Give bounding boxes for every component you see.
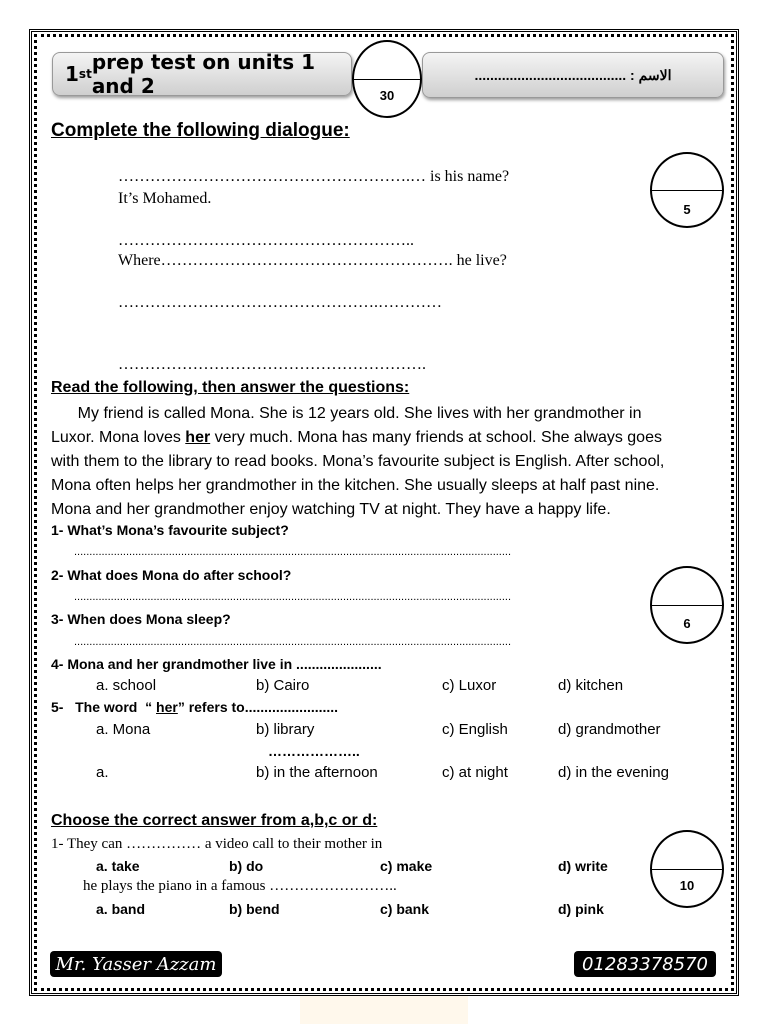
answer-line-2[interactable]: ............................................................................................................................................... [74,591,512,603]
phone-number: 01283378570 [582,953,708,975]
q4-option-d[interactable]: d) kitchen [558,677,624,694]
total-score: 30 [379,88,395,103]
passage-line: with them to the library to read books. Mona’s favourite subject is English. After school, [51,453,665,470]
page-tail [300,996,468,1024]
choose-score-circle [650,830,724,908]
choose-q1-option-c[interactable]: c) make [380,858,433,874]
answer-line-3[interactable]: ............................................................................................................................................... [74,636,512,648]
choose-q2-option-c[interactable]: c) bank [380,901,430,917]
q4-option-a[interactable]: a. school [96,677,157,694]
name-label: ....................................... : الاسم [474,66,672,83]
passage-underlined-word: her [185,429,211,446]
reading-score: 6 [683,616,691,631]
score-divider [652,190,722,191]
score-divider [354,79,420,80]
dialogue-score: 5 [683,202,691,217]
title-text: prep test on units 1 and 2 [91,50,316,98]
reading-question-5 [51,699,338,715]
choose-question-2: he plays the piano in a famous …………………….. [83,878,397,894]
reading-score-circle [650,566,724,644]
passage-line [51,426,726,450]
q4-option-c[interactable]: c) Luxor [442,677,497,694]
dialogue-heading: Complete the following dialogue: [51,120,350,141]
test-title [52,52,352,96]
q6-option-a[interactable]: a. [96,764,109,781]
reading-heading: Read the following, then answer the questions: [51,379,410,396]
q6-option-d[interactable]: d) in the evening [558,764,669,781]
reading-question-6-blank: ……………….. [268,743,360,759]
answer-line-1[interactable]: ............................................................................................................................................... [74,546,512,558]
passage-text: Luxor. Mona loves [51,429,186,446]
phone-banner [574,951,716,977]
dialogue-line-3: ……………………………………………….. [118,232,414,249]
passage-line: Mona and her grandmother enjoy watching TV at night. They have a happy life. [51,501,611,518]
choose-q2-option-b[interactable]: b) bend [229,901,280,917]
reading-question-2: 2- What does Mona do after school? [51,567,292,583]
score-divider [652,869,722,870]
choose-q2-option-a[interactable]: a. band [96,901,146,917]
title-number: 1 [65,62,79,86]
reading-question-3: 3- When does Mona sleep? [51,611,231,627]
dialogue-score-circle [650,152,724,228]
dialogue-line-2: It’s Mohamed. [118,190,212,207]
q6-option-b[interactable]: b) in the afternoon [256,764,378,781]
choose-heading: Choose the correct answer from a,b,c or d: [51,812,378,829]
q4-option-b[interactable]: b) Cairo [256,677,310,694]
q5-text: 5- The word “ [51,699,157,715]
teacher-name-banner [50,951,222,977]
passage-line: Mona often helps her grandmother in the kitchen. She usually sleeps at half past nine. [51,477,660,494]
choose-q2-option-d[interactable]: d) pink [558,901,604,917]
q5-option-d[interactable]: d) grandmother [558,721,661,738]
passage-line: My friend is called Mona. She is 12 years old. She lives with her grandmother in [51,405,642,422]
reading-question-1: 1- What’s Mona’s favourite subject? [51,522,289,538]
choose-q1-option-a[interactable]: a. take [96,858,140,874]
dialogue-line-4: Where………………………………………………. he live? [118,252,507,269]
q5-option-b[interactable]: b) library [256,721,315,738]
q5-text: ” refers to........................ [177,699,339,715]
dialogue-line-1: ……………………………………………….… is his name? [118,168,510,185]
passage-text: very much. Mona has many friends at school. She always goes [210,429,662,446]
choose-q1-option-d[interactable]: d) write [558,858,608,874]
q5-option-a[interactable]: a. Mona [96,721,151,738]
student-name-field[interactable] [422,52,724,98]
choose-score: 10 [679,878,695,893]
score-divider [652,605,722,606]
q6-option-c[interactable]: c) at night [442,764,508,781]
title-suffix: st [78,67,92,81]
choose-q1-option-b[interactable]: b) do [229,858,264,874]
q5-option-c[interactable]: c) English [442,721,508,738]
reading-question-4: 4- Mona and her grandmother live in ...................... [51,656,382,672]
choose-question-1: 1- They can …………… a video call to their mother in [51,836,383,852]
dialogue-line-6: …………………………………………………. [118,356,426,373]
reading-passage [51,402,726,522]
total-score-circle [352,40,422,118]
q5-underlined-word: her [156,699,178,715]
teacher-name: Mr. Yasser Azzam [55,953,217,975]
dialogue-line-5: ………………………………………….………… [118,294,442,311]
